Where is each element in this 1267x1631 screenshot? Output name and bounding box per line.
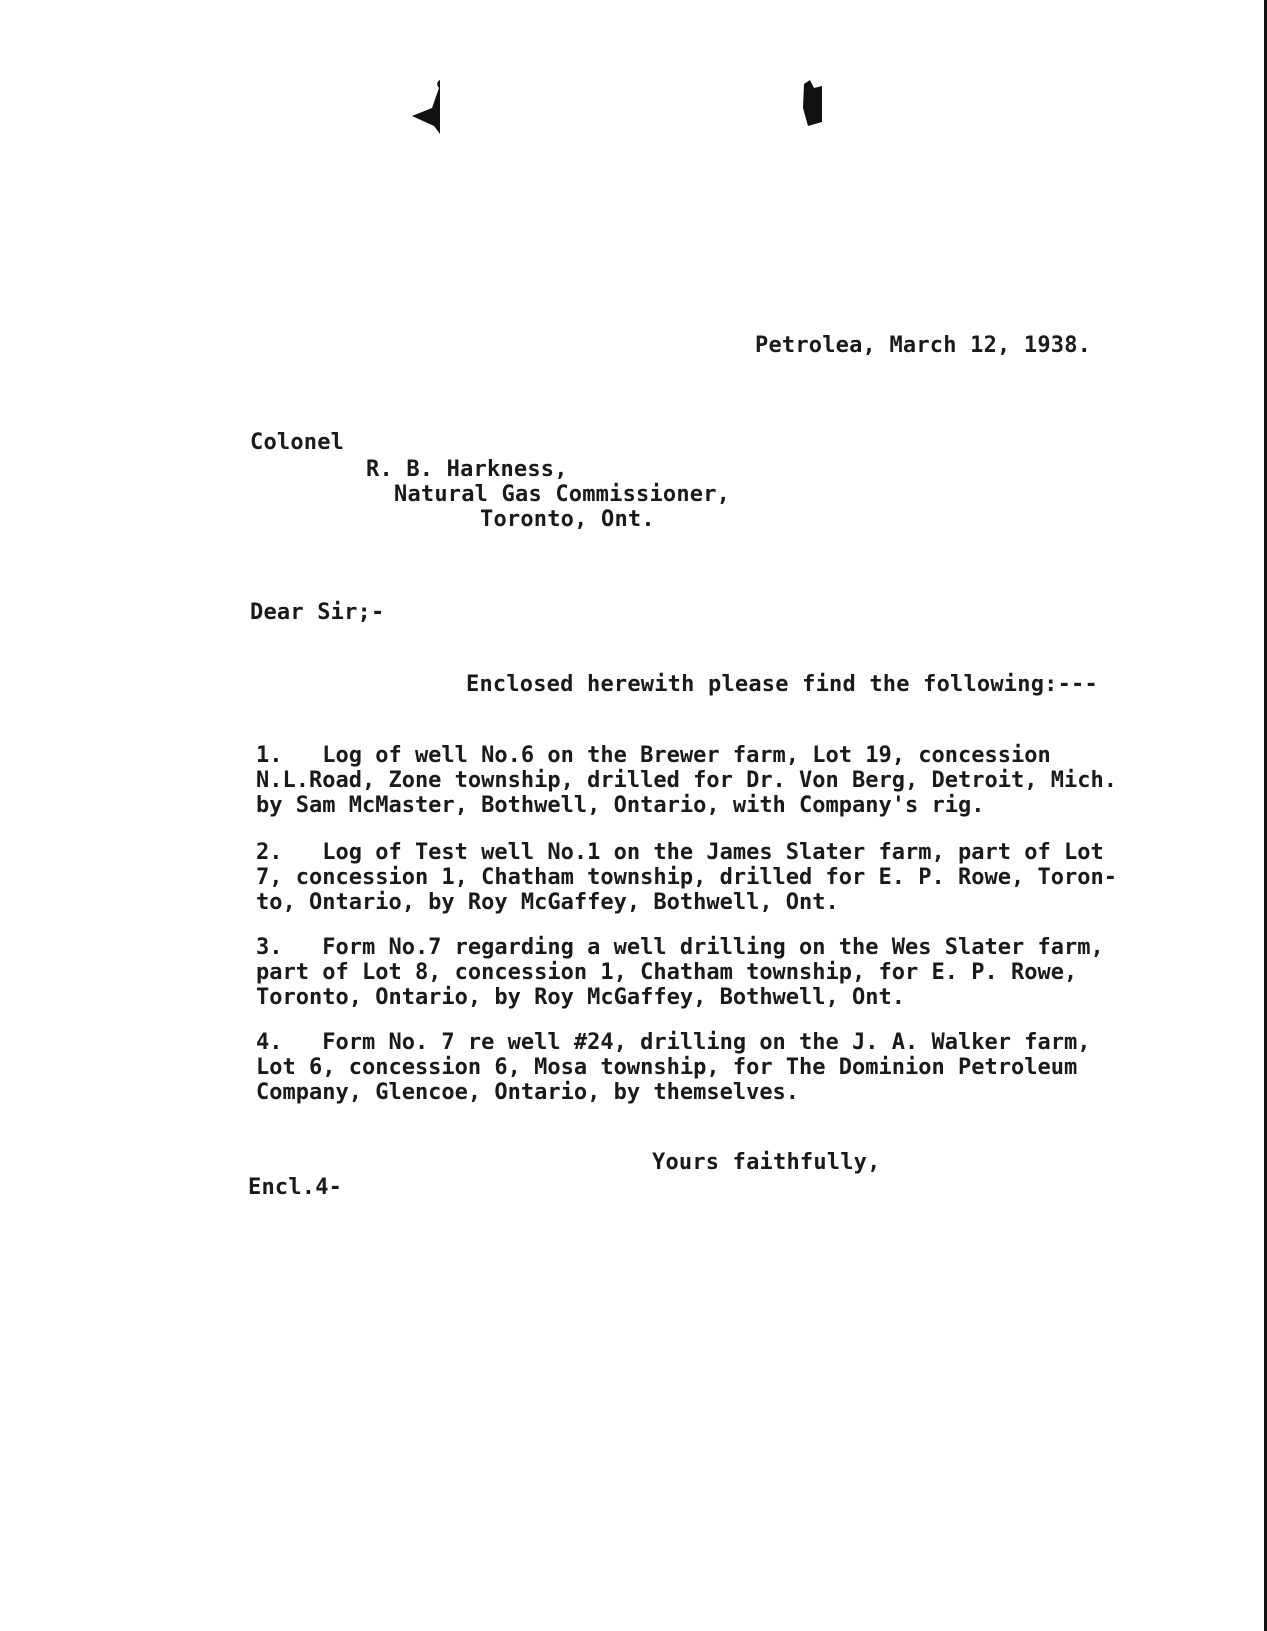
enclosure-item-1 [256,743,1216,818]
item-line: 4. Form No. 7 re well #24, drilling on the J. A. Walker farm, [256,1030,1091,1055]
item-line: 1. Log of well No.6 on the Brewer farm, Lot 19, concession [256,743,1051,768]
intro-line: Enclosed herewith please find the following:--- [466,672,1098,697]
punch-mark-right-icon [800,78,826,130]
greeting: Dear Sir;- [250,600,385,625]
item-line: 3. Form No.7 regarding a well drilling on the Wes Slater farm, [256,935,1104,960]
item-line: part of Lot 8, concession 1, Chatham township, for E. P. Rowe, [256,960,1078,985]
salutation-title: Colonel [250,430,345,455]
item-line: 2. Log of Test well No.1 on the James Slater farm, part of Lot [256,840,1104,865]
enclosure-note: Encl.4- [248,1175,343,1200]
enclosure-item-3 [256,935,1216,1010]
item-line: Company, Glencoe, Ontario, by themselves. [256,1080,800,1105]
item-line: by Sam McMaster, Bothwell, Ontario, with Company's rig. [256,793,985,818]
recipient-position: Natural Gas Commissioner, [394,482,731,507]
punch-mark-left-icon [410,78,446,138]
item-line: to, Ontario, by Roy McGaffey, Bothwell, Ont. [256,890,839,915]
enclosure-item-2 [256,840,1216,915]
closing: Yours faithfully, [652,1150,881,1175]
dateline: Petrolea, March 12, 1938. [755,333,1092,358]
enclosure-item-4 [256,1030,1216,1105]
item-line: Lot 6, concession 6, Mosa township, for The Dominion Petroleum [256,1055,1078,1080]
item-line: N.L.Road, Zone township, drilled for Dr. Von Berg, Detroit, Mich. [256,768,1117,793]
item-line: Toronto, Ontario, by Roy McGaffey, Bothwell, Ont. [256,985,906,1010]
item-line: 7, concession 1, Chatham township, drilled for E. P. Rowe, Toron- [256,865,1117,890]
recipient-name: R. B. Harkness, [366,457,568,482]
recipient-city: Toronto, Ont. [480,507,655,532]
